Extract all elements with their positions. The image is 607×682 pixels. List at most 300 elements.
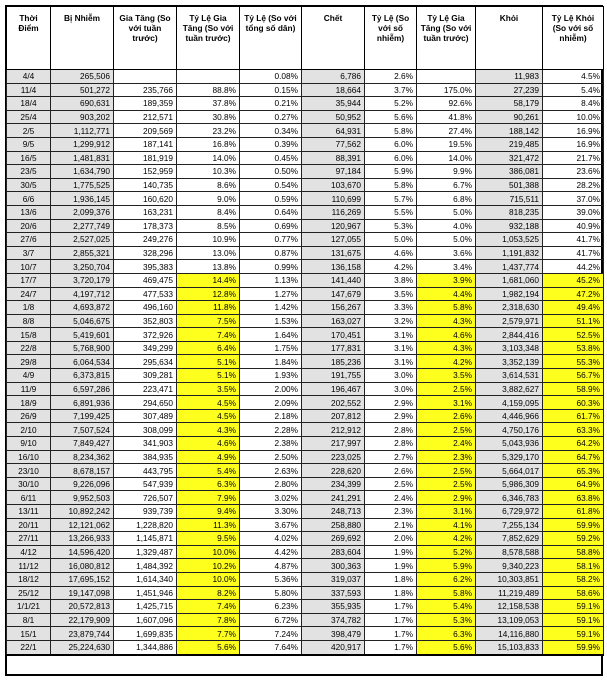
- cell-increase-rate: 5.1%: [177, 355, 240, 369]
- cell-deaths: 64,931: [302, 124, 365, 138]
- cell-deaths: 300,363: [302, 559, 365, 573]
- cell-infected: 690,631: [51, 97, 114, 111]
- table-row: [7, 396, 604, 410]
- cell-date: 2/5: [7, 124, 51, 138]
- cell-population-rate: 0.39%: [240, 137, 302, 151]
- cell-death-rate: 1.9%: [365, 545, 417, 559]
- cell-recovery-rate: 41.7%: [543, 233, 604, 247]
- cell-increase-rate: 5.6%: [177, 640, 240, 654]
- table-row: [7, 151, 604, 165]
- cell-death-rate: 2.8%: [365, 423, 417, 437]
- cell-population-rate: 2.50%: [240, 450, 302, 464]
- cell-population-rate: 0.87%: [240, 246, 302, 260]
- cell-increase: 1,145,871: [114, 532, 177, 546]
- cell-recovered: 14,116,880: [476, 627, 543, 641]
- cell-increase: 1,607,096: [114, 613, 177, 627]
- cell-infected: 3,720,179: [51, 273, 114, 287]
- cell-death-increase-rate: 5.0%: [417, 233, 476, 247]
- cell-infected: 6,064,534: [51, 355, 114, 369]
- cell-infected: 4,197,712: [51, 287, 114, 301]
- cell-infected: 1,112,771: [51, 124, 114, 138]
- table-row: [7, 205, 604, 219]
- cell-population-rate: 1.84%: [240, 355, 302, 369]
- cell-death-increase-rate: 4.2%: [417, 355, 476, 369]
- cell-deaths: 35,944: [302, 97, 365, 111]
- cell-increase: 189,359: [114, 97, 177, 111]
- cell-population-rate: 0.50%: [240, 165, 302, 179]
- cell-recovery-rate: 45.2%: [543, 273, 604, 287]
- cell-deaths: 212,912: [302, 423, 365, 437]
- cell-infected: 1,299,912: [51, 137, 114, 151]
- cell-date: 9/10: [7, 437, 51, 451]
- cell-recovery-rate: 60.3%: [543, 396, 604, 410]
- cell-deaths: 337,593: [302, 586, 365, 600]
- cell-recovered: 3,614,531: [476, 369, 543, 383]
- table-row: [7, 328, 604, 342]
- cell-death-increase-rate: 5.4%: [417, 600, 476, 614]
- table-row: [7, 382, 604, 396]
- cell-death-increase-rate: 6.8%: [417, 192, 476, 206]
- cell-population-rate: 0.54%: [240, 178, 302, 192]
- cell-death-rate: 2.9%: [365, 409, 417, 423]
- cell-recovered: 11,219,489: [476, 586, 543, 600]
- cell-date: 18/4: [7, 97, 51, 111]
- cell-infected: 5,046,675: [51, 314, 114, 328]
- cell-population-rate: 2.00%: [240, 382, 302, 396]
- cell-deaths: 420,917: [302, 640, 365, 654]
- cell-death-rate: 5.8%: [365, 178, 417, 192]
- cell-death-rate: 5.2%: [365, 97, 417, 111]
- table-row: [7, 70, 604, 84]
- cell-recovery-rate: 47.2%: [543, 287, 604, 301]
- cell-recovery-rate: 58.8%: [543, 545, 604, 559]
- cell-death-increase-rate: 2.9%: [417, 491, 476, 505]
- cell-deaths: 177,831: [302, 341, 365, 355]
- cell-date: 26/9: [7, 409, 51, 423]
- table-row: [7, 219, 604, 233]
- cell-increase-rate: 10.0%: [177, 545, 240, 559]
- cell-increase: 160,620: [114, 192, 177, 206]
- cell-deaths: 110,699: [302, 192, 365, 206]
- cell-increase: 223,471: [114, 382, 177, 396]
- cell-recovered: 932,188: [476, 219, 543, 233]
- table-row: [7, 355, 604, 369]
- cell-recovery-rate: 8.4%: [543, 97, 604, 111]
- cell-recovery-rate: 59.1%: [543, 627, 604, 641]
- cell-increase-rate: 12.8%: [177, 287, 240, 301]
- cell-death-rate: 3.0%: [365, 369, 417, 383]
- cell-deaths: 228,620: [302, 464, 365, 478]
- cell-recovery-rate: 5.4%: [543, 83, 604, 97]
- cell-recovery-rate: 59.1%: [543, 600, 604, 614]
- cell-population-rate: 2.38%: [240, 437, 302, 451]
- cell-death-rate: 1.7%: [365, 627, 417, 641]
- cell-death-rate: 5.9%: [365, 165, 417, 179]
- cell-deaths: 131,675: [302, 246, 365, 260]
- cell-increase: 181,919: [114, 151, 177, 165]
- table-row: [7, 437, 604, 451]
- cell-recovery-rate: 39.0%: [543, 205, 604, 219]
- cell-population-rate: 3.30%: [240, 505, 302, 519]
- cell-date: 10/7: [7, 260, 51, 274]
- cell-recovered: 15,103,833: [476, 640, 543, 654]
- cell-population-rate: 7.64%: [240, 640, 302, 654]
- cell-population-rate: 0.21%: [240, 97, 302, 111]
- cell-increase: 178,373: [114, 219, 177, 233]
- cell-deaths: 156,267: [302, 301, 365, 315]
- cell-deaths: 319,037: [302, 572, 365, 586]
- cell-population-rate: 4.87%: [240, 559, 302, 573]
- cell-increase: 1,228,820: [114, 518, 177, 532]
- cell-deaths: 141,440: [302, 273, 365, 287]
- cell-recovery-rate: 56.7%: [543, 369, 604, 383]
- table-row: [7, 233, 604, 247]
- cell-increase-rate: 6.4%: [177, 341, 240, 355]
- cell-recovery-rate: 16.9%: [543, 137, 604, 151]
- cell-increase: 1,451,946: [114, 586, 177, 600]
- cell-deaths: 248,713: [302, 505, 365, 519]
- cell-increase: 726,507: [114, 491, 177, 505]
- cell-infected: 501,272: [51, 83, 114, 97]
- cell-recovery-rate: 58.2%: [543, 572, 604, 586]
- cell-increase: 496,160: [114, 301, 177, 315]
- cell-death-increase-rate: 5.6%: [417, 640, 476, 654]
- table-row: [7, 450, 604, 464]
- cell-death-rate: 3.2%: [365, 314, 417, 328]
- cell-recovered: 1,053,525: [476, 233, 543, 247]
- cell-death-increase-rate: 4.6%: [417, 328, 476, 342]
- header-infected: Bị Nhiễm: [51, 7, 114, 70]
- cell-recovery-rate: 16.9%: [543, 124, 604, 138]
- cell-recovered: 27,239: [476, 83, 543, 97]
- table-row: [7, 477, 604, 491]
- cell-recovery-rate: 59.2%: [543, 532, 604, 546]
- header-date: Thời Điểm: [7, 7, 51, 70]
- table-row: [7, 97, 604, 111]
- table-row: [7, 409, 604, 423]
- cell-population-rate: 2.80%: [240, 477, 302, 491]
- cell-death-increase-rate: 2.5%: [417, 423, 476, 437]
- cell-recovered: 4,446,966: [476, 409, 543, 423]
- cell-increase-rate: 8.5%: [177, 219, 240, 233]
- cell-death-rate: 2.6%: [365, 70, 417, 84]
- cell-death-rate: 2.1%: [365, 518, 417, 532]
- cell-date: 23/5: [7, 165, 51, 179]
- cell-death-increase-rate: 4.3%: [417, 341, 476, 355]
- cell-death-rate: 2.9%: [365, 396, 417, 410]
- cell-date: 20/11: [7, 518, 51, 532]
- cell-infected: 25,224,630: [51, 640, 114, 654]
- cell-recovery-rate: 61.7%: [543, 409, 604, 423]
- cell-increase-rate: 4.3%: [177, 423, 240, 437]
- cell-increase: 294,650: [114, 396, 177, 410]
- cell-infected: 1,634,790: [51, 165, 114, 179]
- cell-increase-rate: 6.3%: [177, 477, 240, 491]
- cell-population-rate: 5.36%: [240, 572, 302, 586]
- cell-death-rate: 1.8%: [365, 586, 417, 600]
- cell-population-rate: 1.42%: [240, 301, 302, 315]
- cell-date: 9/5: [7, 137, 51, 151]
- cell-increase: [114, 70, 177, 84]
- cell-date: 6/6: [7, 192, 51, 206]
- cell-death-rate: 5.3%: [365, 219, 417, 233]
- cell-death-rate: 1.9%: [365, 559, 417, 573]
- cell-increase-rate: 7.9%: [177, 491, 240, 505]
- cell-increase-rate: 4.9%: [177, 450, 240, 464]
- header-death-increase-rate: Tỷ Lệ Gia Tăng (So với tuần trước): [417, 7, 476, 70]
- cell-recovery-rate: 49.4%: [543, 301, 604, 315]
- cell-date: 6/11: [7, 491, 51, 505]
- cell-increase-rate: 7.4%: [177, 328, 240, 342]
- cell-deaths: 241,291: [302, 491, 365, 505]
- cell-recovery-rate: 59.1%: [543, 613, 604, 627]
- cell-date: 30/10: [7, 477, 51, 491]
- cell-increase-rate: 7.4%: [177, 600, 240, 614]
- cell-deaths: 97,184: [302, 165, 365, 179]
- table-row: [7, 518, 604, 532]
- cell-recovered: 13,109,053: [476, 613, 543, 627]
- cell-deaths: 234,399: [302, 477, 365, 491]
- cell-increase: 309,281: [114, 369, 177, 383]
- covid-statistics-table: [6, 6, 604, 656]
- cell-recovery-rate: 64.7%: [543, 450, 604, 464]
- cell-date: 22/8: [7, 341, 51, 355]
- cell-infected: 19,147,098: [51, 586, 114, 600]
- cell-increase: 209,569: [114, 124, 177, 138]
- cell-date: 18/12: [7, 572, 51, 586]
- cell-recovery-rate: 53.8%: [543, 341, 604, 355]
- cell-increase: 308,099: [114, 423, 177, 437]
- cell-death-increase-rate: [417, 70, 476, 84]
- cell-recovery-rate: 58.6%: [543, 586, 604, 600]
- cell-increase: 1,614,340: [114, 572, 177, 586]
- cell-increase-rate: 4.6%: [177, 437, 240, 451]
- cell-infected: 7,199,425: [51, 409, 114, 423]
- cell-death-rate: 5.5%: [365, 205, 417, 219]
- header-recovery-rate: Tỷ Lệ Khỏi (So với số nhiễm): [543, 7, 604, 70]
- cell-increase-rate: 5.4%: [177, 464, 240, 478]
- cell-death-increase-rate: 5.8%: [417, 301, 476, 315]
- cell-death-increase-rate: 6.3%: [417, 627, 476, 641]
- cell-death-increase-rate: 9.9%: [417, 165, 476, 179]
- cell-recovered: 6,346,783: [476, 491, 543, 505]
- cell-population-rate: 1.64%: [240, 328, 302, 342]
- table-row: [7, 532, 604, 546]
- cell-population-rate: 1.27%: [240, 287, 302, 301]
- table-row: [7, 110, 604, 124]
- cell-deaths: 116,269: [302, 205, 365, 219]
- cell-recovered: 219,485: [476, 137, 543, 151]
- cell-infected: 23,879,744: [51, 627, 114, 641]
- cell-death-increase-rate: 4.4%: [417, 287, 476, 301]
- cell-increase-rate: 3.5%: [177, 382, 240, 396]
- table-row: [7, 627, 604, 641]
- table-row: [7, 273, 604, 287]
- table-row: [7, 423, 604, 437]
- cell-infected: 14,596,420: [51, 545, 114, 559]
- cell-deaths: 283,604: [302, 545, 365, 559]
- cell-recovery-rate: 4.5%: [543, 70, 604, 84]
- table-row: [7, 301, 604, 315]
- cell-date: 30/5: [7, 178, 51, 192]
- cell-infected: 1,936,145: [51, 192, 114, 206]
- cell-recovered: 188,142: [476, 124, 543, 138]
- cell-recovered: 2,579,971: [476, 314, 543, 328]
- cell-increase-rate: 8.2%: [177, 586, 240, 600]
- cell-infected: 5,419,601: [51, 328, 114, 342]
- cell-death-rate: 4.6%: [365, 246, 417, 260]
- cell-date: 4/12: [7, 545, 51, 559]
- cell-death-rate: 1.8%: [365, 572, 417, 586]
- cell-date: 27/11: [7, 532, 51, 546]
- cell-death-rate: 2.3%: [365, 505, 417, 519]
- cell-date: 4/4: [7, 70, 51, 84]
- cell-date: 4/9: [7, 369, 51, 383]
- cell-deaths: 185,236: [302, 355, 365, 369]
- cell-recovery-rate: 55.3%: [543, 355, 604, 369]
- cell-population-rate: 4.42%: [240, 545, 302, 559]
- table-row: [7, 572, 604, 586]
- cell-population-rate: 0.08%: [240, 70, 302, 84]
- cell-deaths: 223,025: [302, 450, 365, 464]
- cell-death-increase-rate: 3.1%: [417, 505, 476, 519]
- cell-date: 13/6: [7, 205, 51, 219]
- table-row: [7, 600, 604, 614]
- table-row: [7, 505, 604, 519]
- cell-death-increase-rate: 5.2%: [417, 545, 476, 559]
- cell-recovery-rate: 44.2%: [543, 260, 604, 274]
- cell-population-rate: 0.64%: [240, 205, 302, 219]
- cell-death-increase-rate: 2.5%: [417, 382, 476, 396]
- table-row: [7, 369, 604, 383]
- cell-infected: 903,202: [51, 110, 114, 124]
- cell-recovery-rate: 63.3%: [543, 423, 604, 437]
- cell-death-rate: 5.7%: [365, 192, 417, 206]
- cell-increase-rate: 8.4%: [177, 205, 240, 219]
- table-row: [7, 314, 604, 328]
- cell-date: 22/1: [7, 640, 51, 654]
- table-row: [7, 545, 604, 559]
- cell-death-increase-rate: 3.4%: [417, 260, 476, 274]
- cell-population-rate: 0.15%: [240, 83, 302, 97]
- cell-recovered: 7,255,134: [476, 518, 543, 532]
- table-row: [7, 192, 604, 206]
- cell-infected: 2,277,749: [51, 219, 114, 233]
- cell-recovery-rate: 63.8%: [543, 491, 604, 505]
- cell-date: 25/4: [7, 110, 51, 124]
- cell-death-increase-rate: 2.4%: [417, 437, 476, 451]
- cell-increase-rate: 16.8%: [177, 137, 240, 151]
- table-body: [7, 70, 604, 655]
- cell-recovered: 8,578,588: [476, 545, 543, 559]
- cell-death-increase-rate: 3.6%: [417, 246, 476, 260]
- cell-date: 3/7: [7, 246, 51, 260]
- cell-date: 11/9: [7, 382, 51, 396]
- cell-date: 17/7: [7, 273, 51, 287]
- cell-population-rate: 1.13%: [240, 273, 302, 287]
- cell-date: 8/8: [7, 314, 51, 328]
- cell-date: 11/12: [7, 559, 51, 573]
- cell-recovered: 321,472: [476, 151, 543, 165]
- cell-infected: 1,775,525: [51, 178, 114, 192]
- cell-deaths: 374,782: [302, 613, 365, 627]
- cell-increase-rate: 4.5%: [177, 396, 240, 410]
- cell-increase-rate: 30.8%: [177, 110, 240, 124]
- cell-death-rate: 1.7%: [365, 613, 417, 627]
- cell-increase-rate: 14.0%: [177, 151, 240, 165]
- cell-recovery-rate: 58.9%: [543, 382, 604, 396]
- cell-death-increase-rate: 2.5%: [417, 464, 476, 478]
- cell-deaths: 258,880: [302, 518, 365, 532]
- cell-infected: 1,481,831: [51, 151, 114, 165]
- cell-recovered: 58,179: [476, 97, 543, 111]
- cell-deaths: 170,451: [302, 328, 365, 342]
- cell-recovered: 12,158,538: [476, 600, 543, 614]
- cell-recovered: 1,982,194: [476, 287, 543, 301]
- header-population-rate: Tỷ Lệ (So với tổng số dân): [240, 7, 302, 70]
- cell-deaths: 50,952: [302, 110, 365, 124]
- cell-recovered: 3,103,348: [476, 341, 543, 355]
- cell-date: 16/5: [7, 151, 51, 165]
- cell-increase: 152,959: [114, 165, 177, 179]
- cell-deaths: 196,467: [302, 382, 365, 396]
- cell-recovered: 6,729,972: [476, 505, 543, 519]
- cell-date: 8/1: [7, 613, 51, 627]
- cell-death-rate: 3.8%: [365, 273, 417, 287]
- cell-infected: 7,849,427: [51, 437, 114, 451]
- cell-recovery-rate: 65.3%: [543, 464, 604, 478]
- cell-death-increase-rate: 4.0%: [417, 219, 476, 233]
- cell-recovery-rate: 59.9%: [543, 518, 604, 532]
- cell-infected: 2,855,321: [51, 246, 114, 260]
- cell-increase: 1,699,835: [114, 627, 177, 641]
- table-row: [7, 165, 604, 179]
- cell-increase-rate: 8.6%: [177, 178, 240, 192]
- cell-increase: 212,571: [114, 110, 177, 124]
- cell-recovered: 3,882,627: [476, 382, 543, 396]
- cell-death-rate: 3.0%: [365, 382, 417, 396]
- cell-death-increase-rate: 5.0%: [417, 205, 476, 219]
- cell-infected: 17,695,152: [51, 572, 114, 586]
- cell-date: 13/11: [7, 505, 51, 519]
- cell-population-rate: 2.28%: [240, 423, 302, 437]
- table-row: [7, 491, 604, 505]
- cell-infected: 16,080,812: [51, 559, 114, 573]
- cell-death-increase-rate: 3.5%: [417, 369, 476, 383]
- cell-date: 24/7: [7, 287, 51, 301]
- cell-population-rate: 0.27%: [240, 110, 302, 124]
- cell-death-increase-rate: 2.6%: [417, 409, 476, 423]
- cell-increase-rate: 10.2%: [177, 559, 240, 573]
- cell-death-increase-rate: 41.8%: [417, 110, 476, 124]
- cell-increase-rate: 37.8%: [177, 97, 240, 111]
- cell-death-increase-rate: 14.0%: [417, 151, 476, 165]
- cell-recovered: 10,303,851: [476, 572, 543, 586]
- cell-increase: 349,299: [114, 341, 177, 355]
- header-death-rate: Tỷ Lệ (So với số nhiễm): [365, 7, 417, 70]
- cell-death-increase-rate: 27.4%: [417, 124, 476, 138]
- header-increase-rate: Tỷ Lệ Gia Tăng (So với tuần trước): [177, 7, 240, 70]
- cell-recovery-rate: 37.0%: [543, 192, 604, 206]
- table-row: [7, 464, 604, 478]
- cell-recovery-rate: 64.2%: [543, 437, 604, 451]
- cell-recovery-rate: 61.8%: [543, 505, 604, 519]
- cell-population-rate: 2.63%: [240, 464, 302, 478]
- cell-increase-rate: 5.1%: [177, 369, 240, 383]
- cell-population-rate: 3.67%: [240, 518, 302, 532]
- cell-increase: 295,634: [114, 355, 177, 369]
- cell-increase-rate: 9.5%: [177, 532, 240, 546]
